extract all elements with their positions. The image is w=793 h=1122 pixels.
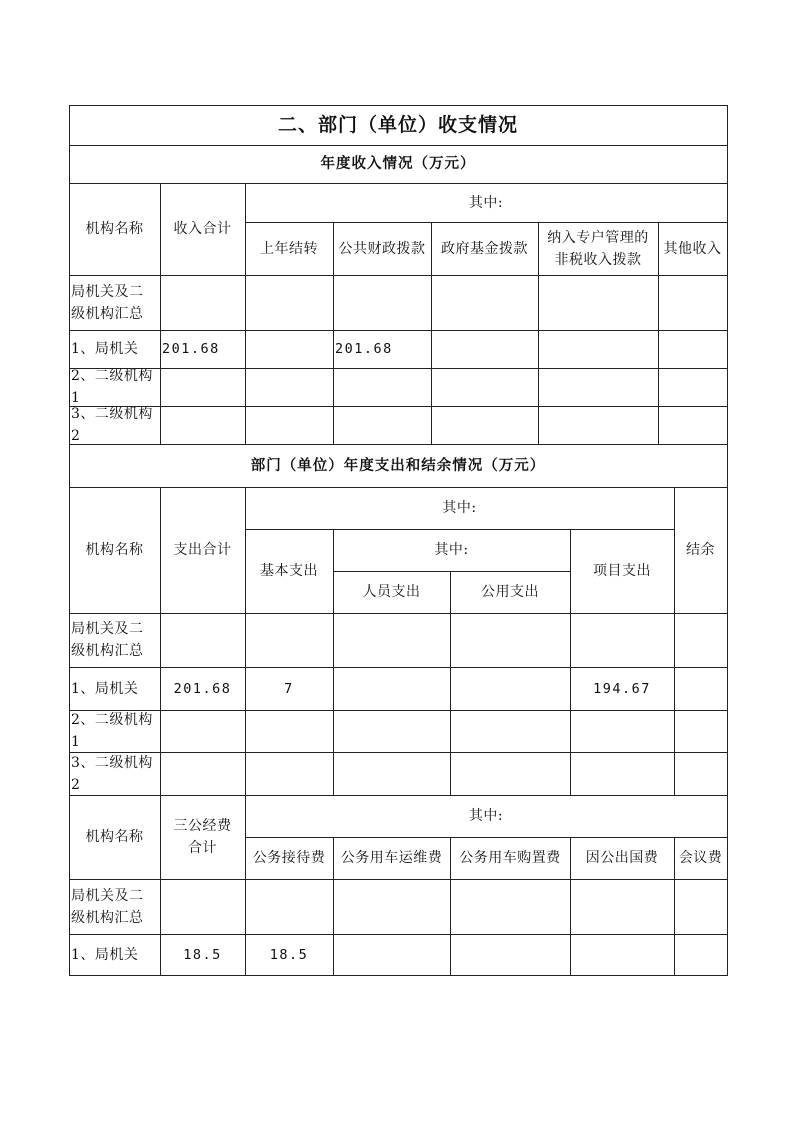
sangong-cell	[674, 879, 727, 934]
income-subcol-0: 上年结转	[260, 240, 318, 257]
sangong-subcol-3: 因公出国费	[585, 850, 659, 866]
expense-col-project: 项目支出	[593, 563, 651, 579]
expense-col-public: 公用支出	[481, 584, 539, 600]
income-cell: 201.68	[335, 341, 393, 357]
table-rule-h	[245, 529, 675, 530]
sangong-cell	[245, 879, 333, 934]
income-cell	[538, 368, 658, 406]
income-subcol-1: 公共财政拨款	[338, 240, 426, 257]
income-cell	[538, 275, 658, 330]
income-cell	[245, 406, 333, 444]
income-col-org: 机构名称	[85, 221, 144, 237]
income-cell	[245, 275, 333, 330]
income-cell	[333, 275, 431, 330]
expense-cell	[160, 710, 245, 752]
expense-col-basic: 基本支出	[260, 563, 318, 579]
expense-cell	[245, 613, 333, 667]
expense-cell	[333, 667, 450, 710]
expense-row-name: 局机关及二 级机构汇总	[71, 621, 144, 659]
expense-col-personnel: 人员支出	[362, 584, 421, 600]
sangong-cell	[570, 879, 674, 934]
expense-col-total: 支出合计	[173, 542, 232, 558]
budget-table	[69, 105, 727, 975]
expense-cell	[450, 752, 570, 795]
expense-cell: 201.68	[173, 680, 232, 697]
income-cell	[658, 406, 727, 444]
income-cell	[431, 406, 538, 444]
expense-cell	[160, 613, 245, 667]
expense-col-of-which: 其中:	[442, 500, 477, 516]
income-row-name: 局机关及二 级机构汇总	[71, 283, 144, 322]
expense-cell	[450, 710, 570, 752]
income-cell	[658, 368, 727, 406]
expense-col-of-which-2: 其中:	[434, 542, 469, 558]
expense-cell	[570, 752, 674, 795]
income-row-name: 3、二级机构2	[71, 406, 153, 444]
income-col-of-which: 其中:	[468, 194, 504, 211]
income-cell	[658, 275, 727, 330]
income-row-name: 2、二级机构1	[71, 368, 153, 406]
expense-cell: 194.67	[593, 680, 651, 697]
sangong-col-total: 三公经费 合计	[173, 818, 232, 856]
income-col-total: 收入合计	[173, 221, 232, 237]
sangong-subcol-0: 公务接待费	[252, 850, 326, 866]
sangong-cell	[450, 879, 570, 934]
expense-cell	[160, 752, 245, 795]
income-section-header: 年度收入情况（万元）	[320, 156, 476, 172]
expense-cell	[674, 667, 727, 710]
expense-cell	[245, 752, 333, 795]
income-cell	[245, 368, 333, 406]
income-cell	[431, 330, 538, 368]
income-cell	[245, 330, 333, 368]
expense-cell	[450, 613, 570, 667]
expense-cell	[333, 613, 450, 667]
expense-cell	[450, 667, 570, 710]
income-row-name: 1、局机关	[71, 341, 139, 357]
income-subcol-2: 政府基金拨款	[441, 240, 528, 257]
income-cell	[431, 368, 538, 406]
income-cell	[333, 368, 431, 406]
page-title: 二、部门（单位）收支情况	[277, 114, 518, 136]
sangong-cell	[674, 934, 727, 975]
expense-col-org: 机构名称	[85, 542, 144, 558]
sangong-col-of-which: 其中:	[468, 808, 504, 824]
expense-col-balance: 结余	[686, 542, 715, 558]
income-cell	[538, 330, 658, 368]
expense-cell	[570, 613, 674, 667]
expense-cell	[333, 710, 450, 752]
income-cell	[658, 330, 727, 368]
sangong-subcol-1: 公务用车运维费	[340, 850, 443, 866]
sangong-row-name: 局机关及二 级机构汇总	[71, 887, 144, 926]
sangong-cell	[160, 879, 245, 934]
expense-cell	[333, 752, 450, 795]
income-subcol-4: 其他收入	[663, 240, 722, 257]
income-subcol-3: 纳入专户管理的 非税收入拨款	[547, 229, 649, 268]
income-cell	[538, 406, 658, 444]
income-cell: 201.68	[162, 341, 220, 357]
table-rule-h	[333, 571, 571, 572]
sangong-cell	[450, 934, 570, 975]
table-rule-v	[727, 105, 728, 976]
sangong-cell	[333, 934, 450, 975]
income-cell	[160, 368, 245, 406]
sangong-col-org: 机构名称	[85, 829, 144, 845]
sangong-row-name: 1、局机关	[71, 946, 139, 963]
table-rule-h	[69, 975, 728, 976]
sangong-cell	[333, 879, 450, 934]
income-cell	[160, 275, 245, 330]
sangong-subcol-2: 公务用车购置费	[459, 850, 561, 866]
income-cell	[431, 275, 538, 330]
expense-row-name: 1、局机关	[71, 680, 139, 697]
sangong-subcol-4: 会议费	[678, 850, 723, 866]
sangong-cell: 18.5	[269, 946, 309, 963]
sangong-cell: 18.5	[183, 946, 222, 963]
expense-row-name: 2、二级机构1	[71, 712, 153, 750]
expense-cell	[674, 752, 727, 795]
income-cell	[160, 406, 245, 444]
expense-section-header: 部门（单位）年度支出和结余情况（万元）	[250, 457, 546, 474]
expense-cell	[245, 710, 333, 752]
expense-cell	[674, 613, 727, 667]
expense-cell	[570, 710, 674, 752]
sangong-cell	[570, 934, 674, 975]
expense-row-name: 3、二级机构2	[71, 754, 153, 793]
expense-cell: 7	[284, 680, 294, 697]
income-cell	[333, 406, 431, 444]
expense-cell	[674, 710, 727, 752]
